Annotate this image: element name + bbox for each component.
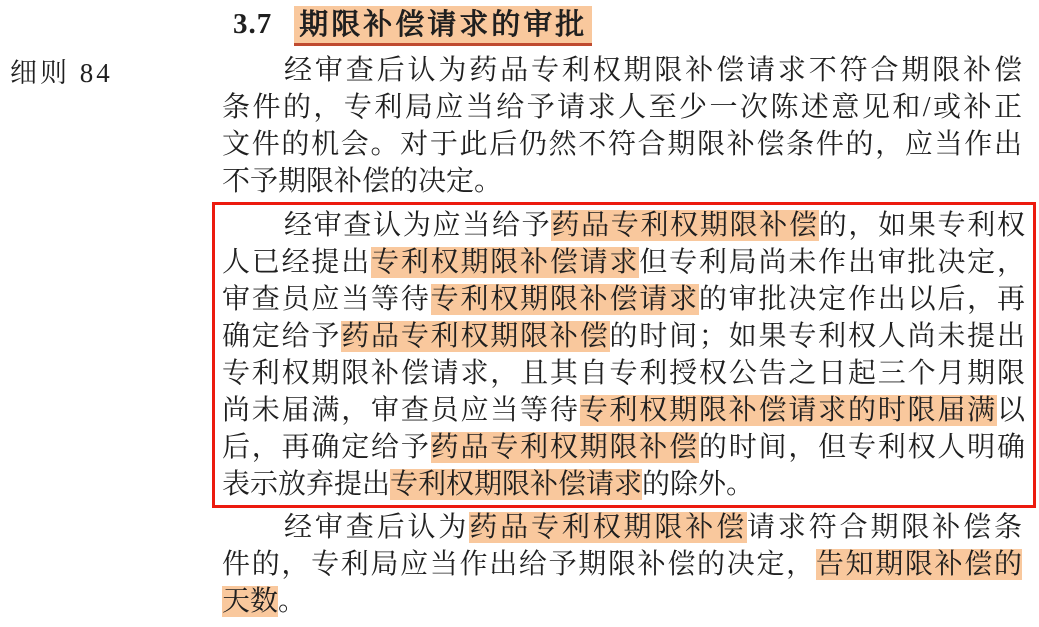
- text-run: 审查员应当等待: [222, 284, 431, 315]
- section-title-highlight: 期限补偿请求的审批: [294, 6, 592, 46]
- section-number: 3.7: [233, 8, 273, 40]
- text-line: [222, 392, 1025, 429]
- highlighted-text-run: 药品专利权期限补偿: [469, 512, 748, 543]
- text-run: 人已经提出: [222, 247, 372, 278]
- text-run: 的除外。: [642, 469, 755, 500]
- section-heading: [222, 6, 1022, 46]
- content-column: [222, 0, 1025, 620]
- highlighted-text-run: 专利权期限补偿请求: [371, 247, 640, 278]
- text-run: 的时间；如果专利权人尚未提出: [609, 321, 1025, 352]
- paragraph: [222, 509, 1022, 620]
- highlighted-text-run: 告知期限补偿的: [815, 549, 1022, 580]
- paragraph: [222, 52, 1022, 200]
- text-run: 表示放弃提出: [222, 469, 391, 500]
- text-line: [222, 318, 1025, 355]
- text-run: 经审查后认为药品专利权期限补偿请求不符合期限补偿: [284, 55, 1022, 86]
- text-run: 以: [996, 395, 1025, 426]
- boxed-paragraph: [212, 202, 1036, 508]
- highlighted-text-run: 药品专利权期限补偿: [430, 432, 699, 463]
- text-run: 经审查认为应当给予: [284, 210, 552, 241]
- highlighted-text-run: 专利权期限补偿请求的时限届满: [579, 395, 997, 426]
- text-run: 不予期限补偿的决定。: [222, 166, 503, 197]
- text-run: 经审查后认为: [284, 512, 470, 543]
- text-line: [222, 126, 1022, 163]
- highlighted-text-run: 专利权期限补偿请求: [390, 469, 643, 500]
- text-run: 件的，专利局应当作出给予期限补偿的决定，: [222, 549, 816, 580]
- text-run: 的时间，但专利权人明确: [698, 432, 1025, 463]
- text-line: [222, 509, 1022, 546]
- text-line: [222, 207, 1025, 244]
- paragraphs-container: [222, 52, 1025, 620]
- text-line: [222, 355, 1025, 392]
- text-line: [222, 546, 1022, 583]
- text-run: 的，如果专利权: [818, 210, 1025, 241]
- text-run: 确定给予: [222, 321, 342, 352]
- text-line: [222, 244, 1025, 281]
- text-line: [222, 52, 1022, 89]
- text-run: 但专利局尚未作出审批决定，: [639, 247, 1025, 278]
- text-line: [222, 429, 1025, 466]
- text-line: [222, 466, 1025, 503]
- text-run: 条件的，专利局应当给予请求人至少一次陈述意见和/或补正: [222, 92, 1022, 123]
- highlighted-text-run: 天数: [222, 586, 279, 617]
- highlighted-text-run: 药品专利权期限补偿: [551, 210, 819, 241]
- text-run: 的审批决定作出以后，再: [698, 284, 1025, 315]
- text-line: [222, 281, 1025, 318]
- margin-note: 细则 84: [10, 58, 113, 88]
- text-run: 尚未届满，审查员应当等待: [222, 395, 580, 426]
- text-run: 文件的机会。对于此后仍然不符合期限补偿条件的，应当作出: [222, 129, 1022, 160]
- text-line: [222, 163, 1022, 200]
- text-run: 。: [278, 586, 307, 617]
- text-run: 后，再确定给予: [222, 432, 431, 463]
- text-line: [222, 583, 1022, 620]
- text-line: [222, 89, 1022, 126]
- highlighted-text-run: 药品专利权期限补偿: [341, 321, 610, 352]
- text-run: 专利权期限补偿请求，且其自专利授权公告之日起三个月期限: [222, 358, 1025, 389]
- highlighted-text-run: 专利权期限补偿请求: [430, 284, 699, 315]
- text-run: 请求符合期限补偿条: [747, 512, 1022, 543]
